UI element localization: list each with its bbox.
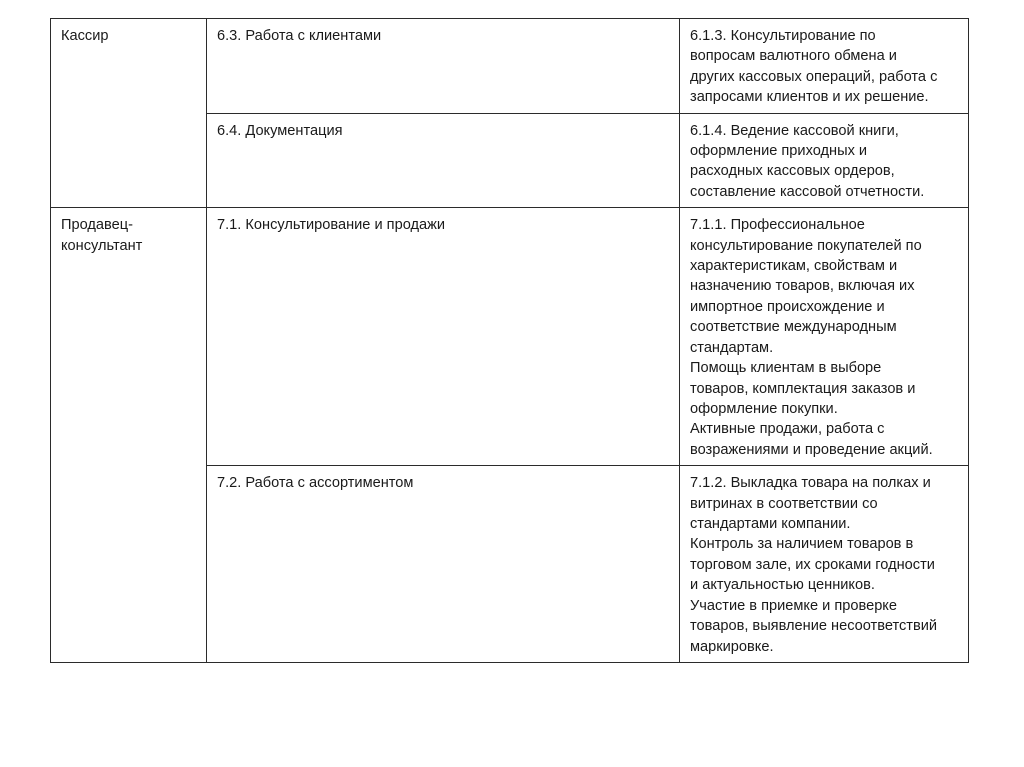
task-cell bbox=[207, 208, 680, 466]
details-line: назначению товаров, включая их bbox=[690, 278, 915, 295]
details-line: Активные продажи, работа с bbox=[690, 421, 885, 438]
task-cell bbox=[207, 113, 680, 208]
details-line: оформление приходных и bbox=[690, 143, 868, 160]
details-line: товаров, комплектация заказов и bbox=[690, 380, 916, 397]
task-label: 6.3. Работа с клиентами bbox=[217, 28, 382, 44]
role-cashier: Кассир bbox=[61, 28, 109, 44]
table-row bbox=[51, 19, 969, 114]
details-line: расходных кассовых ордеров, bbox=[690, 163, 895, 180]
details-line: и актуальностью ценников. bbox=[690, 577, 875, 594]
details-line: консультирование покупателей по bbox=[690, 237, 922, 254]
details-line: 7.1.1. Профессиональное bbox=[690, 217, 865, 234]
task-label: 7.1. Консультирование и продажи bbox=[217, 217, 446, 234]
details-line: витринах в соответствии со bbox=[690, 495, 878, 512]
details-cell bbox=[680, 208, 969, 466]
details-line: оформление покупки. bbox=[690, 400, 838, 417]
details-cell bbox=[680, 113, 969, 208]
task-label: 6.4. Документация bbox=[217, 122, 343, 139]
details-line: стандартам. bbox=[690, 339, 774, 356]
role-cell bbox=[51, 208, 207, 663]
role-sales-consultant-line: Продавец- bbox=[61, 217, 133, 234]
task-cell bbox=[207, 466, 680, 663]
table-row bbox=[51, 208, 969, 466]
task-cell bbox=[207, 19, 680, 114]
details-line: Контроль за наличием товаров в bbox=[690, 536, 914, 553]
details-line: составление кассовой отчетности. bbox=[690, 183, 925, 200]
task-label: 7.2. Работа с ассортиментом bbox=[217, 475, 414, 492]
details-line: Участие в приемке и проверке bbox=[690, 597, 897, 614]
details-line: других кассовых операций, работа с bbox=[690, 68, 938, 85]
details-line: стандартами компании. bbox=[690, 516, 851, 533]
details-line: маркировке. bbox=[690, 638, 774, 655]
job-duties-table bbox=[50, 18, 969, 663]
details-line: торговом зале, их сроками годности bbox=[690, 556, 935, 573]
details-line: характеристикам, свойствам и bbox=[690, 258, 898, 275]
details-cell bbox=[680, 466, 969, 663]
role-sales-consultant-line: консультант bbox=[61, 237, 143, 254]
details-line: запросами клиентов и их решение. bbox=[690, 89, 929, 106]
details-line: 6.1.3. Консультирование по bbox=[690, 28, 876, 44]
details-line: импортное происхождение и bbox=[690, 298, 885, 315]
details-line: товаров, выявление несоответствий bbox=[690, 618, 938, 635]
details-line: Помощь клиентам в выборе bbox=[690, 360, 882, 377]
details-line: вопросам валютного обмена и bbox=[690, 48, 897, 65]
details-line: возражениями и проведение акций. bbox=[690, 441, 933, 458]
role-cell bbox=[51, 19, 207, 208]
details-line: 6.1.4. Ведение кассовой книги, bbox=[690, 122, 899, 139]
details-line: соответствие международным bbox=[690, 319, 897, 336]
details-cell bbox=[680, 19, 969, 114]
details-line: 7.1.2. Выкладка товара на полках и bbox=[690, 475, 931, 492]
